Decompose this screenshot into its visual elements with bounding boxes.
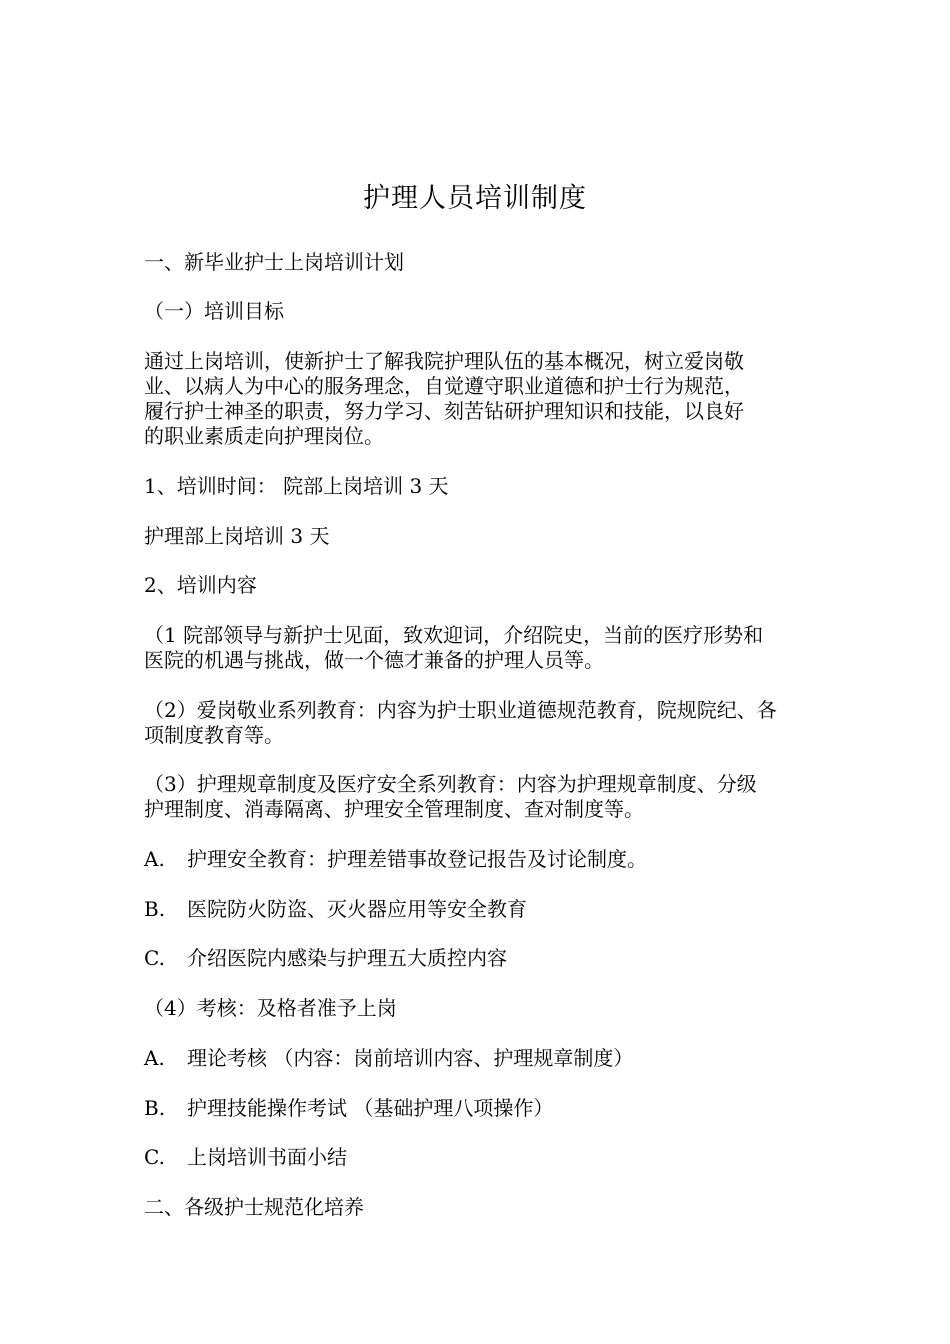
content-item-1-line-2: 医院的机遇与挑战，做一个德才兼备的护理人员等。 <box>144 648 604 672</box>
goal-paragraph-line-3: 履行护士神圣的职责，努力学习、刻苦钻研护理知识和技能，以良好 <box>144 399 744 423</box>
content-item-3-line-2: 护理制度、消毒隔离、护理安全管理制度、查对制度等。 <box>144 797 644 821</box>
list-item-text: 护理安全教育：护理差错事故登记报告及讨论制度。 <box>187 847 647 871</box>
list-item-text: 上岗培训书面小结 <box>187 1145 347 1169</box>
list-item-text: 护理技能操作考试 （基础护理八项操作） <box>187 1096 554 1120</box>
list1-item-c <box>144 946 809 971</box>
list-item-prefix: C. <box>144 1145 165 1169</box>
goal-paragraph-line-1: 通过上岗培训，使新护士了解我院护理队伍的基本概况，树立爱岗敬 <box>144 349 744 373</box>
list-item-text: 医院防火防盗、灭火器应用等安全教育 <box>187 897 527 921</box>
section-1-heading: 一、新毕业护士上岗培训计划 <box>144 250 404 274</box>
list-item-prefix: C. <box>144 946 165 970</box>
content-item-2-line-2: 项制度教育等。 <box>144 723 284 747</box>
list2-item-a <box>144 1046 809 1071</box>
list-item-prefix: A. <box>144 847 165 871</box>
content-item-3-line-1: （3）护理规章制度及医疗安全系列教育：内容为护理规章制度、分级 <box>144 772 757 796</box>
nursing-dept-training-line: 护理部上岗培训 3 天 <box>144 524 330 548</box>
exam-heading: （4）考核：及格者准予上岗 <box>144 996 397 1020</box>
list-item-prefix: A. <box>144 1046 165 1070</box>
list2-item-c <box>144 1145 809 1170</box>
section-2-heading: 二、各级护士规范化培养 <box>144 1195 364 1219</box>
list1-item-a <box>144 847 809 872</box>
list-item-prefix: B. <box>144 897 166 921</box>
goal-paragraph-line-2: 业、以病人为中心的服务理念，自觉遵守职业道德和护士行为规范， <box>144 374 744 398</box>
list-item-text: 理论考核 （内容：岗前培训内容、护理规章制度） <box>187 1046 634 1070</box>
content-item-2-line-1: （2）爱岗敬业系列教育：内容为护士职业道德规范教育，院规院纪、各 <box>144 698 777 722</box>
subsection-heading-goal: （一）培训目标 <box>144 299 284 323</box>
list1-item-b <box>144 897 809 922</box>
content-item-1-line-1: （1 院部领导与新护士见面，致欢迎词，介绍院史，当前的医疗形势和 <box>144 623 764 647</box>
goal-paragraph-line-4: 的职业素质走向护理岗位。 <box>144 424 384 448</box>
training-content-heading: 2、培训内容 <box>144 573 257 597</box>
list2-item-b <box>144 1096 809 1121</box>
list-item-text: 介绍医院内感染与护理五大质控内容 <box>187 946 507 970</box>
list-item-prefix: B. <box>144 1096 166 1120</box>
training-time-line: 1、培训时间： 院部上岗培训 3 天 <box>144 474 449 498</box>
document-title: 护理人员培训制度 <box>363 183 587 214</box>
